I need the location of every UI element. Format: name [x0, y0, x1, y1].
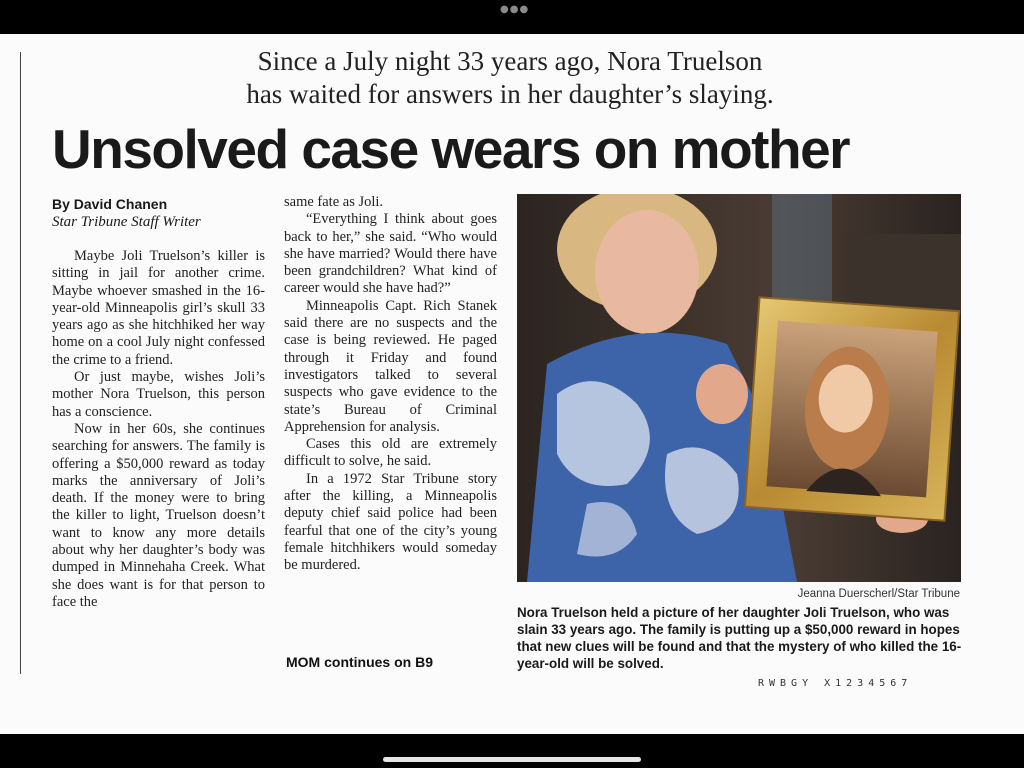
paragraph: Now in her 60s, she continues searching for answers. The family is offering a $50,000 reward as today marks the anniversary of Joli’s death. If the money were to bring the killer to light, Truelson doesn’t want to know any more details about why her daughter’s body was dumped in Minnehaha Creek. What she does want is for that person to face the [52, 420, 265, 610]
byline-title: Star Tribune Staff Writer [52, 214, 201, 230]
paragraph: Maybe Joli Truelson’s killer is sitting in jail for another crime. Maybe whoever smashed in the 16-year-old Minneapolis girl’s skull 33 years ago as she hitchhiked her way home on a cool July night confessed the crime to a friend. [52, 248, 265, 368]
deck-line-2: has waited for answers in her daughter’s slaying. [246, 79, 774, 109]
paragraph: same fate as Joli. [284, 194, 384, 210]
news-photo [517, 194, 961, 582]
more-dots-icon[interactable]: ●●● [500, 4, 530, 15]
paragraph: Cases this old are extremely difficult to solve, he said. [284, 436, 497, 470]
byline-author: By David Chanen [52, 196, 168, 212]
headline: Unsolved case wears on mother [52, 118, 850, 180]
paragraph: “Everything I think about goes back to her,” she said. “Who would she have married? Would there have been grandchildren? What kind of career would she have had?” [284, 211, 497, 297]
article-column-2 [284, 194, 497, 644]
newspaper-page [0, 34, 1024, 734]
paragraph: Minneapolis Capt. Rich Stanek said there are no suspects and the case is being reviewed. He paged through it Friday and found investigators talked to several suspects who gave evidence to the state’s Bureau of Criminal Apprehension for analysis. [284, 297, 497, 435]
bottom-bar [0, 734, 1024, 768]
photo-illustration [517, 194, 961, 582]
column-rule [20, 52, 21, 674]
deck-line-1: Since a July night 33 years ago, Nora Truelson [257, 46, 763, 76]
jump-line: MOM continues on B9 [286, 654, 433, 670]
article-column-1 [52, 248, 265, 678]
photo-credit: Jeanna Duerscherl/Star Tribune [797, 588, 960, 600]
home-indicator[interactable] [383, 757, 641, 762]
paragraph: In a 1972 Star Tribune story after the killing, a Minneapolis deputy chief said police had been fearful that one of the city’s young female hitchhikers would someday be murdered. [284, 470, 497, 574]
photo-caption: Nora Truelson held a picture of her daughter Joli Truelson, who was slain 33 years ago. The family is putting up a $50,000 reward in hopes that new clues will be found and that the mystery of who killed the 16-year-old will be solved. [517, 605, 962, 671]
top-bar [0, 0, 1024, 34]
color-registration-mark: RWBGY X1234567 [758, 678, 913, 689]
paragraph: Or just maybe, wishes Joli’s mother Nora Truelson, this person has a conscience. [52, 369, 265, 420]
